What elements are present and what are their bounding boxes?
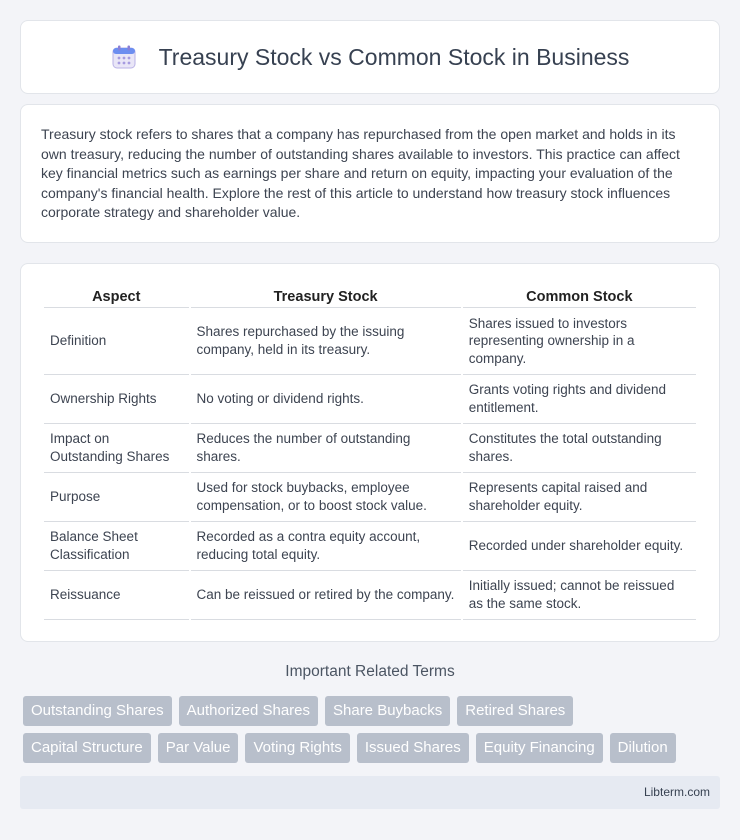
tag-par-value[interactable]: Par Value — [158, 733, 239, 763]
row-common: Constitutes the total outstanding shares. — [463, 424, 696, 473]
row-treasury: Can be reissued or retired by the company. — [191, 571, 461, 620]
table-row — [44, 424, 696, 473]
footer-site-link[interactable]: Libterm.com — [643, 785, 710, 799]
table-row — [44, 571, 696, 620]
table-row — [44, 522, 696, 571]
row-common: Shares issued to investors representing ownership in a company. — [463, 308, 696, 375]
tag-dilution[interactable]: Dilution — [610, 733, 676, 763]
row-common: Recorded under shareholder equity. — [463, 522, 696, 571]
row-treasury: Used for stock buybacks, employee compensation, or to boost stock value. — [191, 473, 461, 522]
row-aspect: Purpose — [44, 473, 189, 522]
related-terms-title: Important Related Terms — [285, 663, 455, 680]
header-aspect: Aspect — [44, 286, 189, 308]
tag-voting-rights[interactable]: Voting Rights — [245, 733, 349, 763]
row-common: Represents capital raised and shareholder equity. — [463, 473, 696, 522]
tag-authorized-shares[interactable]: Authorized Shares — [179, 696, 318, 726]
tag-retired-shares[interactable]: Retired Shares — [457, 696, 573, 726]
row-aspect: Impact on Outstanding Shares — [44, 424, 189, 473]
row-aspect: Balance Sheet Classification — [44, 522, 189, 571]
tag-issued-shares[interactable]: Issued Shares — [357, 733, 469, 763]
row-common: Grants voting rights and dividend entitlement. — [463, 375, 696, 424]
header-card — [20, 20, 720, 94]
row-aspect: Definition — [44, 308, 189, 375]
row-treasury: Shares repurchased by the issuing company, held in its treasury. — [191, 308, 461, 375]
intro-paragraph: Treasury stock refers to shares that a company has repurchased from the open market and holds in its own treasury, reducing the number of outstanding shares available to investors. This practice can affect key financial metrics such as earnings per share and return on equity, impacting your evaluation of the company's financial health. Explore the rest of this article to understand how treasury stock influences corporate strategy and shareholder value. — [41, 126, 680, 221]
row-treasury: Recorded as a contra equity account, reducing total equity. — [191, 522, 461, 571]
footer — [20, 776, 720, 809]
related-tags-row-1 — [23, 696, 723, 726]
tag-outstanding-shares[interactable]: Outstanding Shares — [23, 696, 172, 726]
page-title: Treasury Stock vs Common Stock in Business — [158, 43, 630, 70]
row-treasury: No voting or dividend rights. — [191, 375, 461, 424]
header-common-stock: Common Stock — [463, 286, 696, 308]
header-treasury-stock: Treasury Stock — [191, 286, 461, 308]
comparison-table — [42, 286, 698, 620]
row-aspect: Reissuance — [44, 571, 189, 620]
tag-capital-structure[interactable]: Capital Structure — [23, 733, 151, 763]
comparison-table-card — [20, 263, 720, 642]
table-row — [44, 308, 696, 375]
calendar-icon — [111, 44, 137, 70]
tag-equity-financing[interactable]: Equity Financing — [476, 733, 603, 763]
related-tags-row-2 — [23, 733, 723, 763]
row-treasury: Reduces the number of outstanding shares. — [191, 424, 461, 473]
intro-card — [20, 104, 720, 243]
table-header-row — [44, 286, 696, 308]
row-common: Initially issued; cannot be reissued as the same stock. — [463, 571, 696, 620]
row-aspect: Ownership Rights — [44, 375, 189, 424]
table-row — [44, 375, 696, 424]
tag-share-buybacks[interactable]: Share Buybacks — [325, 696, 450, 726]
table-row — [44, 473, 696, 522]
